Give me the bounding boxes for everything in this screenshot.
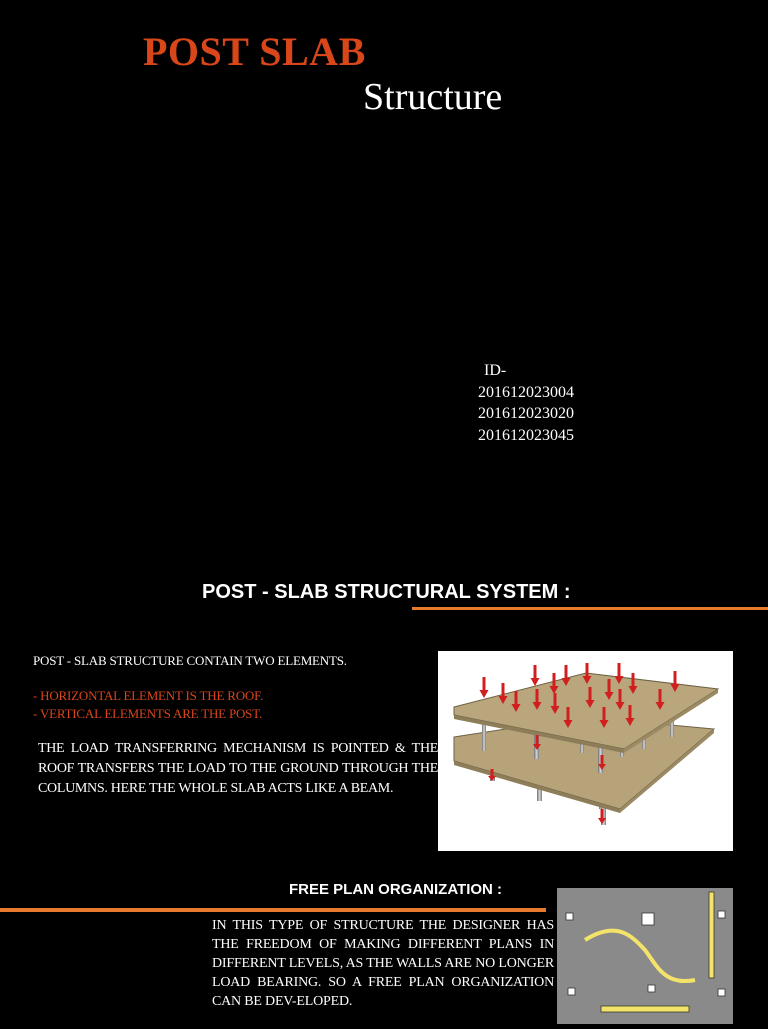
list-item: - VERTICAL ELEMENTS ARE THE POST.: [33, 706, 263, 721]
id-value: 201612023045: [478, 426, 574, 444]
section-divider: [412, 607, 768, 610]
page-title: POST SLAB: [143, 29, 366, 74]
post-slab-load-diagram: [438, 651, 733, 851]
page-subtitle: Structure: [363, 76, 503, 118]
id-value: 201612023020: [478, 405, 574, 422]
section-heading: POST - SLAB STRUCTURAL SYSTEM :: [202, 581, 571, 603]
free-plan-divider: [0, 908, 546, 912]
student-ids: [478, 360, 574, 446]
id-label: ID-: [484, 362, 507, 379]
element-list: [33, 687, 263, 723]
plan-walls: [585, 892, 714, 1012]
free-plan-diagram: [557, 888, 733, 1024]
free-plan-heading: FREE PLAN ORGANIZATION :: [289, 881, 503, 898]
intro-text: POST - SLAB STRUCTURE CONTAIN TWO ELEMENTS.: [33, 653, 347, 668]
id-value: 201612023004: [478, 383, 574, 401]
mechanism-paragraph: THE LOAD TRANSFERRING MECHANISM IS POINTED & THE ROOF TRANSFERS THE LOAD TO THE GROUND THROUGH THE COLUMNS. HERE THE WHOLE SLAB ACTS LIKE A BEAM.: [38, 741, 438, 796]
free-plan-paragraph: IN THIS TYPE OF STRUCTURE THE DESIGNER HAS THE FREEDOM OF MAKING DIFFERENT PLANS IN DIFFERENT LEVELS, AS THE WALLS ARE NO LONGER LOAD BEARING. SO A FREE PLAN ORGANIZATION CAN BE DEV-ELOPED.: [212, 918, 554, 1009]
list-item: - HORIZONTAL ELEMENT IS THE ROOF.: [33, 688, 264, 703]
